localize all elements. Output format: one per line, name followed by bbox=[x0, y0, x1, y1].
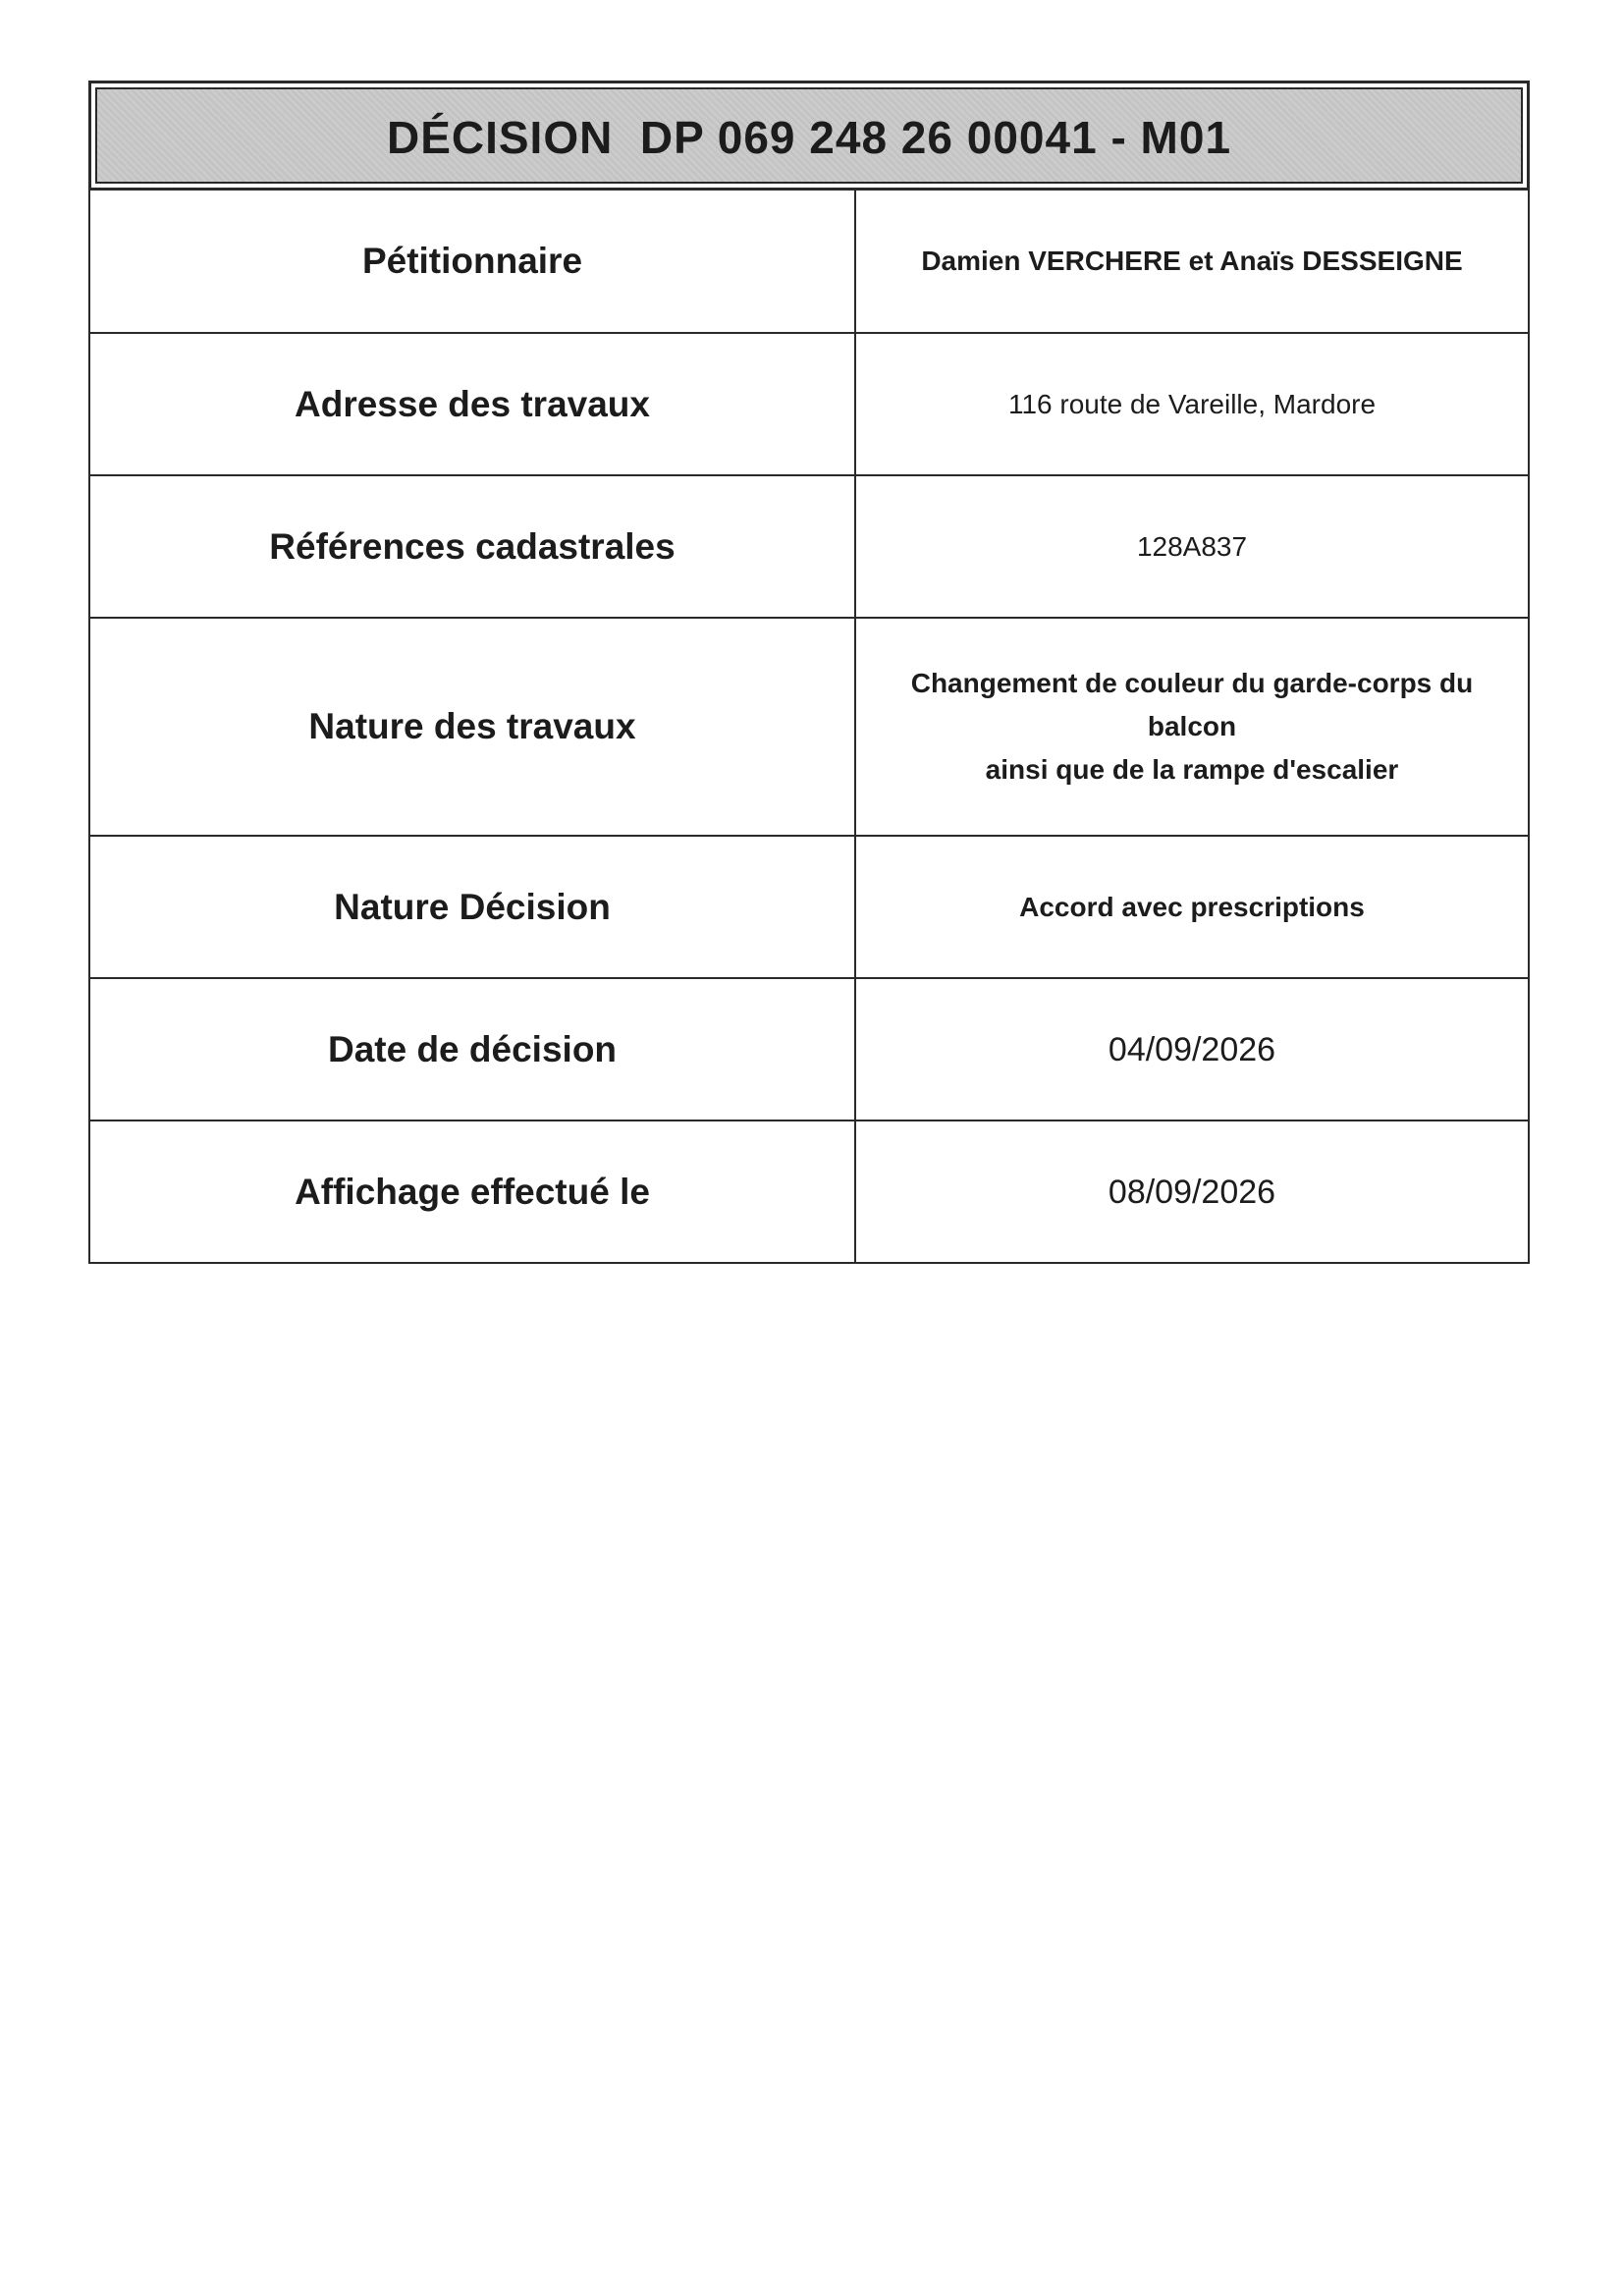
decision-title: DÉCISION DP 069 248 26 00041 - M01 bbox=[386, 112, 1232, 163]
title-banner bbox=[88, 81, 1530, 191]
label-date-decision: Date de décision bbox=[89, 978, 855, 1121]
value-nature-travaux bbox=[855, 618, 1529, 836]
value-line: 04/09/2026 bbox=[1108, 1030, 1276, 1068]
value-line: Accord avec prescriptions bbox=[1019, 891, 1365, 922]
row-references-cadastrales bbox=[89, 475, 1529, 618]
value-line: 128A837 bbox=[1136, 530, 1248, 562]
value-date-decision bbox=[855, 978, 1529, 1121]
label-affichage: Affichage effectué le bbox=[89, 1121, 855, 1263]
row-nature-travaux bbox=[89, 618, 1529, 836]
value-references-cadastrales bbox=[855, 475, 1529, 618]
value-line: Damien VERCHERE et Anaïs DESSEIGNE bbox=[921, 246, 1463, 276]
value-line: Changement de couleur du garde-corps du balcon bbox=[910, 668, 1474, 741]
value-nature-decision bbox=[855, 836, 1529, 978]
value-adresse-travaux bbox=[855, 333, 1529, 475]
row-nature-decision bbox=[89, 836, 1529, 978]
value-petitionnaire bbox=[855, 191, 1529, 333]
value-line: 116 route de Vareille, Mardore bbox=[1007, 388, 1377, 419]
row-date-decision bbox=[89, 978, 1529, 1121]
label-petitionnaire: Pétitionnaire bbox=[89, 191, 855, 333]
label-references-cadastrales: Références cadastrales bbox=[89, 475, 855, 618]
row-affichage bbox=[89, 1121, 1529, 1263]
label-nature-travaux: Nature des travaux bbox=[89, 618, 855, 836]
title-banner-inner bbox=[95, 87, 1523, 184]
label-nature-decision: Nature Décision bbox=[89, 836, 855, 978]
value-line: ainsi que de la rampe d'escalier bbox=[985, 754, 1399, 785]
row-adresse-travaux bbox=[89, 333, 1529, 475]
label-adresse-travaux: Adresse des travaux bbox=[89, 333, 855, 475]
decision-sheet bbox=[88, 81, 1530, 1264]
value-affichage bbox=[855, 1121, 1529, 1263]
decision-info-table bbox=[88, 191, 1530, 1264]
row-petitionnaire bbox=[89, 191, 1529, 333]
value-line: 08/09/2026 bbox=[1108, 1173, 1276, 1211]
